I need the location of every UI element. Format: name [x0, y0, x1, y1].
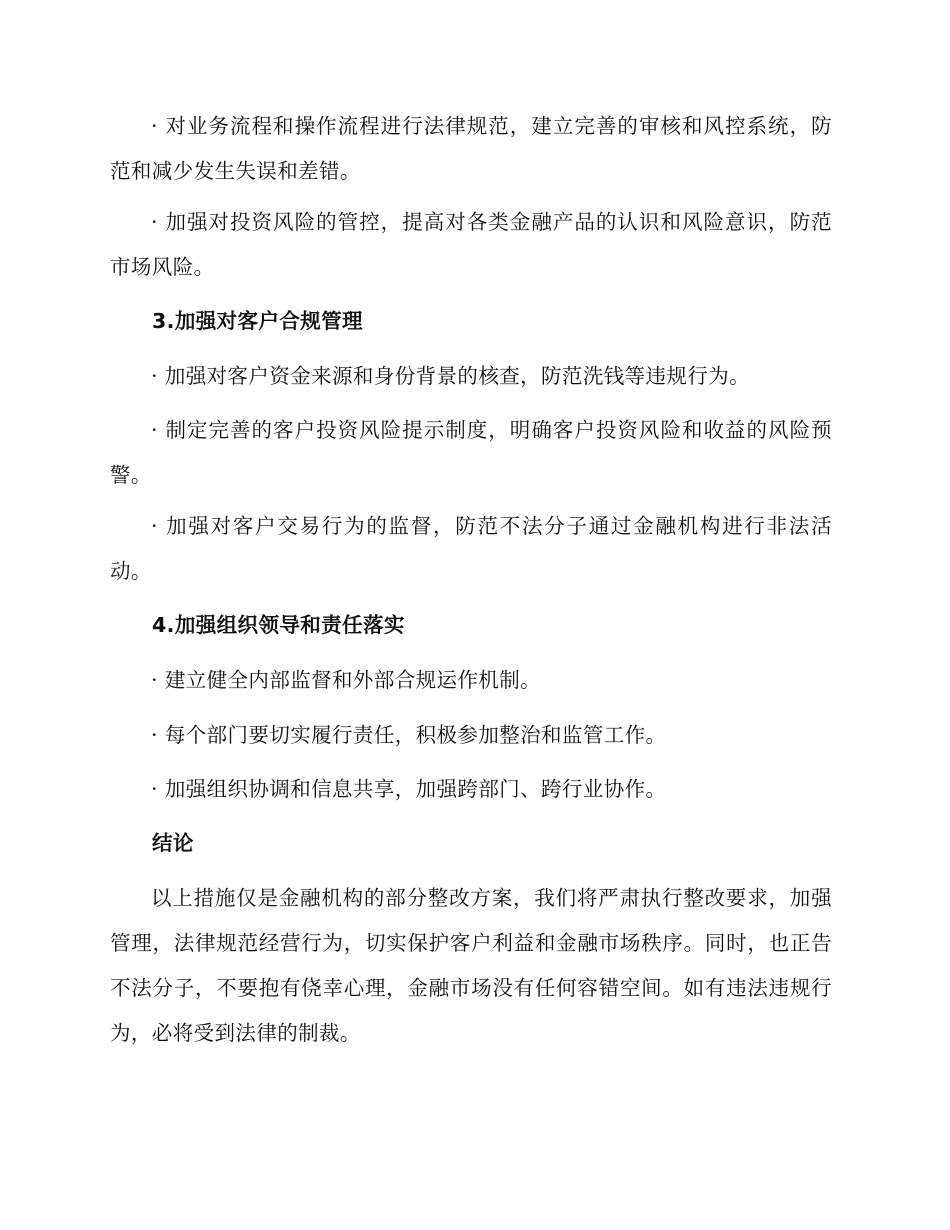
conclusion-text: 以上措施仅是金融机构的部分整改方案，我们将严肃执行整改要求，加强管理，法律规范经营行为，切实保护客户利益和金融市场秩序。同时，也正告不法分子，不要抱有侥幸心理，金融市场没有任何容错空间。如有违法违规行为，必将受到法律的制裁。: [110, 886, 832, 1045]
section-heading-customer-compliance: 3.加强对客户合规管理: [152, 309, 363, 333]
bullet-risk-warning: · 制定完善的客户投资风险提示制度，明确客户投资风险和收益的风险预警。: [110, 418, 832, 487]
bullet-coordination: · 加强组织协调和信息共享，加强跨部门、跨行业协作。: [151, 777, 667, 801]
bullet-department-duty: · 每个部门要切实履行责任，积极参加整治和监管工作。: [151, 723, 667, 747]
bullet-customer-funds: · 加强对客户资金来源和身份背景的核查，防范洗钱等违规行为。: [151, 364, 751, 388]
section-heading-leadership: 4.加强组织领导和责任落实: [152, 613, 405, 637]
conclusion-heading: 结论: [152, 831, 194, 855]
bullet-trade-supervision: · 加强对客户交易行为的监督，防范不法分子通过金融机构进行非法活动。: [110, 514, 832, 583]
bullet-legal-norms: · 对业务流程和操作流程进行法律规范，建立完善的审核和风控系统，防范和减少发生失误和差错。: [110, 114, 832, 183]
bullet-investment-risk: · 加强对投资风险的管控，提高对各类金融产品的认识和风险意识，防范市场风险。: [110, 210, 832, 279]
bullet-supervision-mechanism: · 建立健全内部监督和外部合规运作机制。: [151, 668, 542, 692]
